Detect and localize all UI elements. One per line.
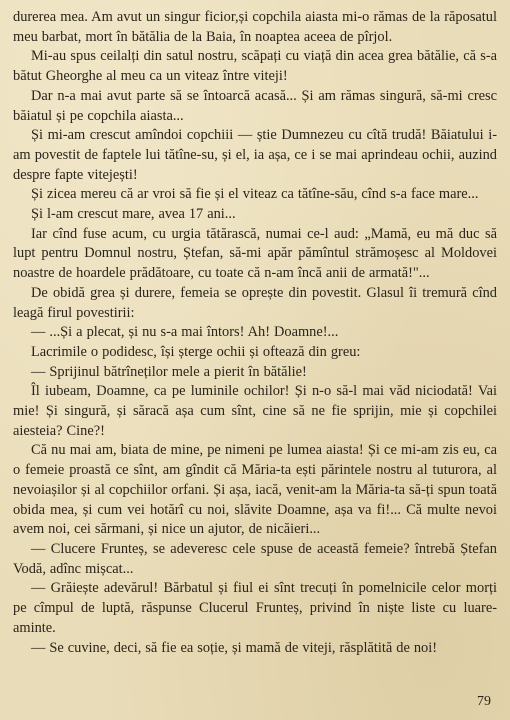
paragraph: Iar cînd fuse acum, cu urgia tătărască, numai ce-l aud: „Mamă, eu mă duc să lupt pentru Domnul nostru, Ștefan, să-mi apăr pămîntul strămoșesc al Moldovei noastre de hoardele prădătoare, cu toate că n-am încă anii de armată!"...	[13, 225, 497, 282]
paragraph: Că nu mai am, biata de mine, pe nimeni pe lumea aiasta! Și ce mi-am zis eu, ca o femeie proastă ce sînt, am gîndit că Măria-ta ești părintele nostru al tuturora, al nevoiașilor și al copchiilor orfani. Și așa, iacă, venit-am la Măria-ta să-ți spun toată obida mea, și cum vei hotărî cu noi, slăvite Doamne, așa va fi!... Că multe nevoi avem noi, cei sărmani, și nice un ajutor, de nicăieri...	[13, 442, 497, 538]
paragraph: Îl iubeam, Doamne, ca pe luminile ochilor! Și n-o să-l mai văd niciodată! Vai mie! Și singură, și săracă așa cum sînt, cine să ne fie sprijin, mie și copchilei aiesteia? Cine?!	[13, 383, 497, 439]
paragraph: Și l-am crescut mare, avea 17 ani...	[31, 206, 236, 223]
paragraph: Și mi-am crescut amîndoi copchiii — știe Dumnezeu cu cîtă trudă! Băiatului i-am povestit de faptele lui tătîne-su, și el, ia așa, ce i se mai aprindeau ochii, auzind despre fapte vitejești!	[13, 127, 497, 183]
paragraph: Mi-au spus ceilalți din satul nostru, scăpați cu viață din acea grea bătălie, că s-a bătut Gheorghe al meu ca un viteaz între viteji!	[13, 48, 497, 85]
dialogue-line: — ...Și a plecat, și nu s-a mai întors! Ah! Doamne!...	[31, 324, 339, 341]
dialogue-line: — Grăiește adevărul! Bărbatul și fiul ei sînt trecuți în pomelnicile celor morți pe cîmpul de luptă, răspunse Clucerul Frunteș, privind în niște liste cu luare-aminte.	[13, 580, 497, 636]
dialogue-line: — Sprijinul bătrîneților mele a pierit în bătălie!	[31, 363, 307, 380]
dialogue-line: — Se cuvine, deci, să fie ea soție, și mamă de viteji, răsplătită de noi!	[31, 639, 438, 656]
page-number: 79	[477, 694, 491, 709]
paragraph: durerea mea. Am avut un singur ficior,și copchila aiasta mi-o rămas de la răposatul meu barbat, mort în bătălia de la Baia, în noaptea aceea de pîrjol.	[13, 9, 497, 45]
paragraph: Dar n-a mai avut parte să se întoarcă acasă... Și am rămas singură, să-mi cresc băiatul și pe copchila aiasta...	[13, 87, 497, 124]
paragraph: De obidă grea și durere, femeia se oprește din povestit. Glasul îi tremură cînd leagă firul povestirii:	[13, 284, 497, 321]
dialogue-line: — Clucere Frunteș, se adeveresc cele spuse de această femeie? întrebă Ștefan Vodă, adînc mișcat...	[13, 540, 497, 577]
paragraph: Și zicea mereu că ar vroi să fie și el viteaz ca tătîne-său, cînd s-a face mare...	[31, 186, 479, 203]
book-page	[13, 8, 497, 712]
paragraph: Lacrimile o podidesc, își șterge ochii și oftează din greu:	[31, 343, 361, 360]
